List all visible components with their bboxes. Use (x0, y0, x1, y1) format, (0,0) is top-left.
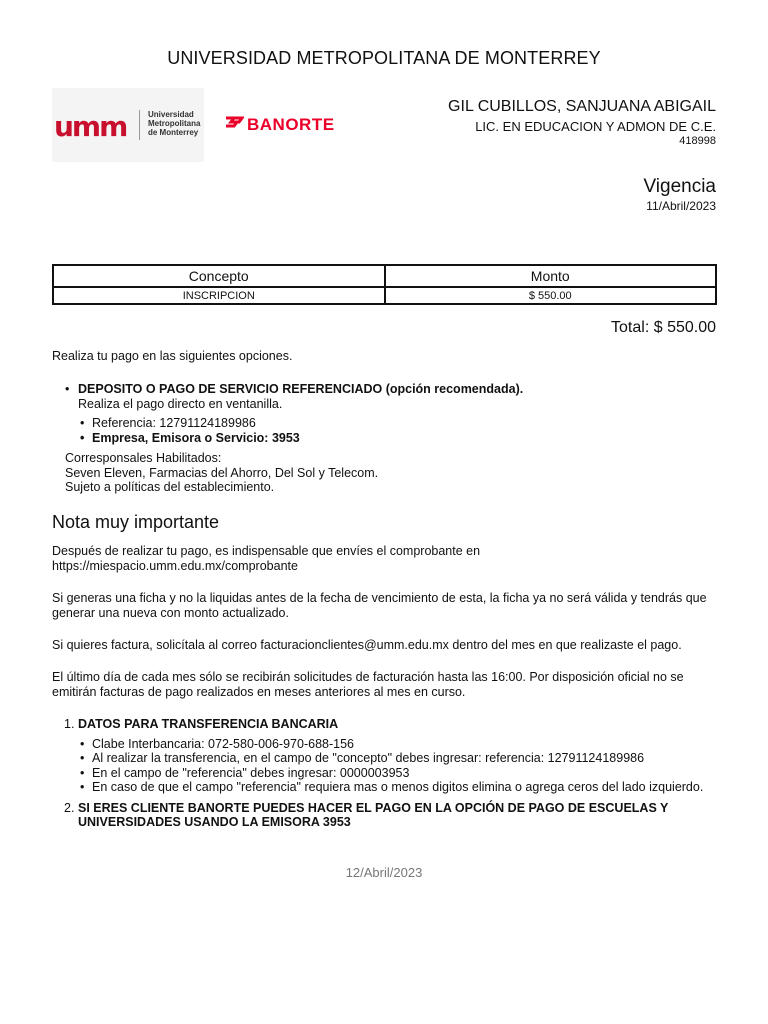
student-name: GIL CUBILLOS, SANJUANA ABIGAIL (448, 98, 716, 115)
vigencia (643, 176, 716, 213)
banorte-client-option: SI ERES CLIENTE BANORTE PUEDES HACER EL PAGO EN LA OPCIÓN DE PAGO DE ESCUELAS Y UNIVERSIDADES USANDO LA EMISORA 3953 (78, 800, 669, 829)
comprobante-url: https://miespacio.umm.edu.mx/comprobante (52, 558, 298, 573)
nota-paragraph-comprobante (52, 544, 716, 573)
logos-area (52, 88, 362, 162)
transfer-details (52, 737, 716, 795)
cell-monto: $ 550.00 (385, 287, 717, 304)
list-item (52, 382, 716, 445)
nota-paragraph-vencimiento: Si generas una ficha y no la liquidas antes de la fecha de vencimiento de esta, la ficha ya no será válida y tendrás que generar una nueva con monto actualizado. (52, 591, 707, 620)
table-row (53, 287, 716, 304)
digitos-instruction: • En caso de que el campo "referencia" requiera mas o menos digitos elimina o agrega ceros del lado izquierdo. (52, 780, 716, 795)
umm-logo (52, 88, 204, 162)
payment-options-list (52, 382, 716, 445)
column-header-monto: Monto (385, 265, 717, 287)
concepts-table (52, 264, 717, 305)
table-header-row (53, 265, 716, 287)
comprobante-text: Después de realizar tu pago, es indispensable que envíes el comprobante en (52, 544, 481, 558)
transfer-options-list (52, 717, 716, 830)
student-info (448, 98, 716, 147)
umm-logo-divider (139, 110, 140, 140)
clabe-interbancaria: • Clabe Interbancaria: 072-580-006-970-688-156 (52, 737, 716, 752)
banorte-logo-text: BANORTE (247, 114, 335, 134)
nota-title: Nota muy importante (52, 512, 220, 532)
student-career: LIC. EN EDUCACION Y ADMON DE C.E. (475, 119, 716, 134)
company-service-number: • Empresa, Emisora o Servicio: 3953 (52, 431, 716, 446)
umm-logo-line: Metropolitana (148, 119, 201, 128)
corresponsales-note: Sujeto a políticas del establecimiento. (65, 480, 275, 494)
concepto-instruction: • Al realizar la transferencia, en el campo de "concepto" debes ingresar: referencia: 12791124189986 (52, 751, 716, 766)
nota-paragraph-factura: Si quieres factura, solicítala al correo facturacionclientes@umm.edu.mx dentro del mes en que realizaste el pago. (52, 638, 682, 652)
umm-logo-mark: umm (54, 110, 127, 143)
vigencia-label: Vigencia (643, 176, 716, 197)
list-number: 2. (64, 800, 75, 815)
university-title: UNIVERSIDAD METROPOLITANA DE MONTERREY (167, 48, 601, 68)
banorte-logo (224, 114, 335, 135)
umm-logo-line: Universidad (148, 110, 194, 119)
umm-logo-text (148, 110, 208, 137)
banorte-icon (224, 114, 244, 135)
payment-intro: Realiza tu pago en las siguientes opciones. (52, 349, 293, 363)
list-number: 1. (64, 717, 75, 731)
option-description: Realiza el pago directo en ventanilla. (78, 396, 283, 411)
footer-date: 12/Abril/2023 (345, 865, 423, 880)
transfer-title: DATOS PARA TRANSFERENCIA BANCARIA (78, 717, 339, 731)
corresponsales-label: Corresponsales Habilitados: (65, 451, 222, 465)
referencia-instruction: • En el campo de "referencia" debes ingresar: 0000003953 (52, 766, 716, 781)
list-item (52, 801, 716, 830)
umm-logo-line: de Monterrey (148, 128, 199, 137)
total-amount: Total: $ 550.00 (611, 319, 716, 336)
student-id: 418998 (679, 135, 716, 147)
vigencia-date: 11/Abril/2023 (646, 199, 716, 213)
list-item (52, 717, 716, 795)
reference-number: • Referencia: 12791124189986 (52, 416, 716, 431)
corresponsales-block (65, 451, 705, 495)
option-sublist (52, 416, 716, 445)
nota-paragraph-facturacion: El último día de cada mes sólo se recibirán solicitudes de facturación hasta las 16:00. Por disposición oficial no se emitirán facturas de pago realizados en meses anteriores al mes en curso. (52, 670, 684, 699)
cell-concepto: INSCRIPCION (53, 287, 385, 304)
column-header-concepto: Concepto (53, 265, 385, 287)
corresponsales-list: Seven Eleven, Farmacias del Ahorro, Del Sol y Telecom. (65, 465, 379, 480)
option-title: • DEPOSITO O PAGO DE SERVICIO REFERENCIADO (opción recomendada). (78, 382, 524, 396)
